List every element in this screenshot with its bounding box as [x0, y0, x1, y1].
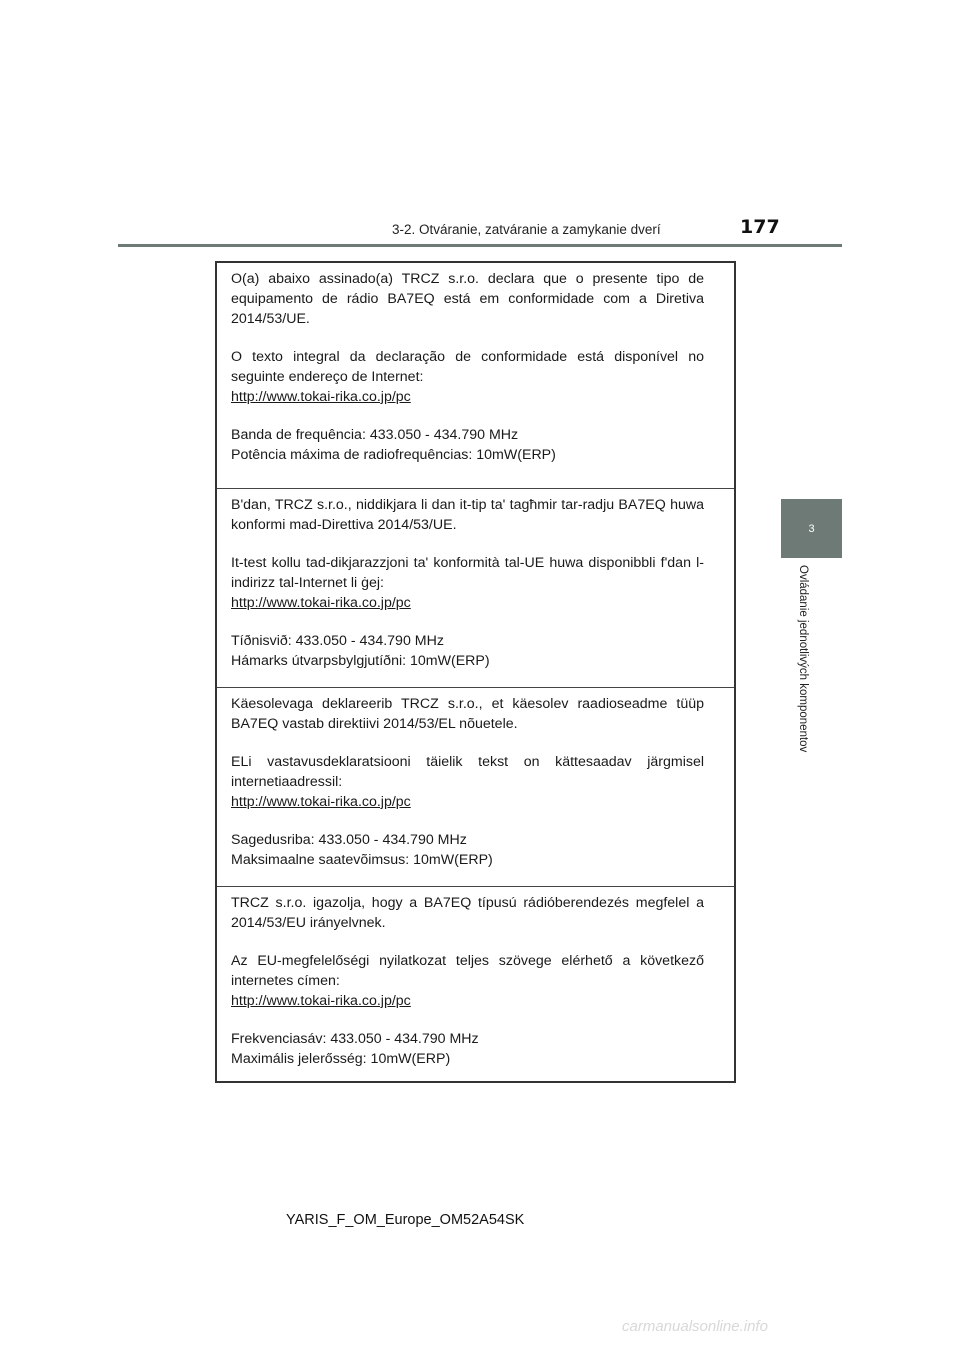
declaration-text: TRCZ s.r.o. igazolja, hogy a BA7EQ típusú rádióberendezés megfelel a 2014/53/EU irányelvnek. [231, 895, 704, 931]
declaration-text: O(a) abaixo assinado(a) TRCZ s.r.o. declara que o presente tipo de equipamento de rádio BA7EQ está em conformidade com a Diretiva 2014/53/UE. [231, 271, 704, 327]
declaration-url-link[interactable]: http://www.tokai-rika.co.jp/pc [231, 993, 411, 1009]
availability-text: It-test kollu tad-dikjarazzjoni ta' konformità tal-UE huwa disponibbli f'dan l-indirizz tal-Internet li ġej: [231, 555, 704, 591]
declaration-text: Käesolevaga deklareerib TRCZ s.r.o., et käesolev raadioseadme tüüp BA7EQ vastab direktiivi 2014/53/EL nõuetele. [231, 696, 704, 732]
declaration-box [215, 261, 736, 1083]
declaration-section-estonian [217, 687, 734, 886]
frequency-band-text: Banda de frequência: 433.050 - 434.790 MHz [231, 427, 519, 443]
header-divider [118, 244, 842, 247]
chapter-title: Ovládanie jednotlivých komponentov [797, 565, 809, 753]
page-number: 177 [740, 216, 780, 238]
watermark: carmanualsonline.info [622, 1318, 768, 1335]
declaration-section-portuguese [217, 263, 734, 488]
declaration-url-link[interactable]: http://www.tokai-rika.co.jp/pc [231, 794, 411, 810]
availability-text: ELi vastavusdeklaratsiooni täielik tekst on kättesaadav järgmisel internetiaadressil: [231, 754, 704, 790]
availability-text: O texto integral da declaração de conformidade está disponível no seguinte endereço de Internet: [231, 349, 704, 385]
chapter-tab: 3 [781, 499, 842, 558]
frequency-band-text: Tíðnisvið: 433.050 - 434.790 MHz [231, 633, 444, 649]
section-title: 3-2. Otváranie, zatváranie a zamykanie dverí [392, 222, 661, 237]
max-power-text: Hámarks útvarpsbylgjutíðni: 10mW(ERP) [231, 653, 490, 669]
frequency-band-text: Sagedusriba: 433.050 - 434.790 MHz [231, 832, 467, 848]
frequency-band-text: Frekvenciasáv: 433.050 - 434.790 MHz [231, 1031, 479, 1047]
document-code: YARIS_F_OM_Europe_OM52A54SK [286, 1212, 525, 1228]
declaration-text: B'dan, TRCZ s.r.o., niddikjara li dan it-tip ta' tagħmir tar-radju BA7EQ huwa konformi mad-Direttiva 2014/53/UE. [231, 497, 704, 533]
declaration-section-maltese [217, 488, 734, 687]
declaration-url-link[interactable]: http://www.tokai-rika.co.jp/pc [231, 389, 411, 405]
availability-text: Az EU-megfelelőségi nyilatkozat teljes szövege elérhető a következő internetes címen: [231, 953, 704, 989]
max-power-text: Potência máxima de radiofrequências: 10mW(ERP) [231, 447, 556, 463]
declaration-url-link[interactable]: http://www.tokai-rika.co.jp/pc [231, 595, 411, 611]
max-power-text: Maximális jelerősség: 10mW(ERP) [231, 1051, 451, 1067]
max-power-text: Maksimaalne saatevõimsus: 10mW(ERP) [231, 852, 493, 868]
declaration-section-hungarian [217, 886, 734, 1081]
